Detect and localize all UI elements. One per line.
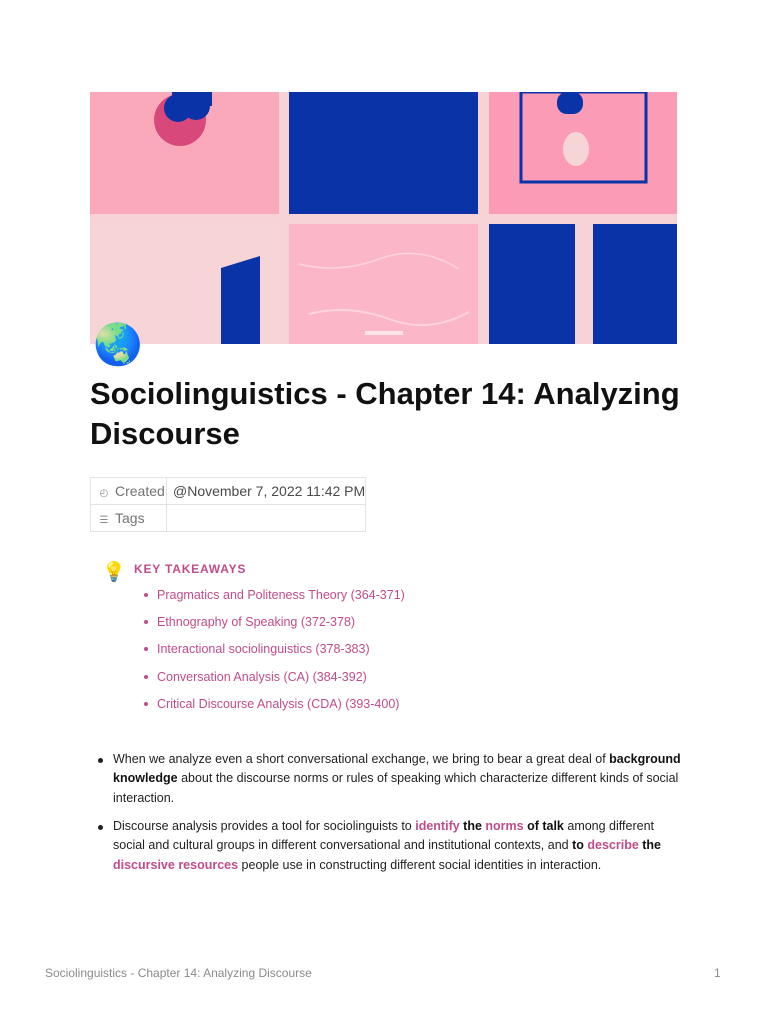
property-value-created[interactable]: @November 7, 2022 11:42 PM	[167, 478, 366, 505]
property-row-tags	[91, 505, 366, 532]
takeaways-list	[142, 586, 405, 722]
clock-icon: ◴	[99, 488, 109, 499]
cover-image	[90, 92, 677, 344]
cover-tile	[489, 92, 677, 214]
highlight-text: identify	[415, 818, 460, 833]
footer-title: Sociolinguistics - Chapter 14: Analyzing Discourse	[45, 966, 312, 980]
highlight-text: discursive resources	[113, 857, 239, 872]
takeaway-item: Critical Discourse Analysis (CDA) (393-400)	[142, 695, 405, 722]
properties-table	[90, 477, 366, 532]
cover-tile	[289, 224, 478, 344]
takeaway-item: Ethnography of Speaking (372-378)	[142, 613, 405, 640]
property-label: Tags	[115, 510, 145, 526]
lightbulb-icon: 💡	[102, 561, 126, 583]
page-number: 1	[714, 966, 721, 980]
list-icon: ☰	[99, 515, 109, 526]
property-value-tags[interactable]	[167, 505, 366, 532]
cover-tile	[489, 224, 575, 344]
callout-heading: KEY TAKEAWAYS	[134, 562, 247, 576]
highlight-text: describe	[587, 838, 639, 853]
takeaway-item: Pragmatics and Politeness Theory (364-371)	[142, 586, 405, 613]
list-item: Discourse analysis provides a tool for sociolinguists to identify the norms of talk among different social and cultural groups in different conversational and institutional contexts, and to describe the discursive resources people use in constructing different social identities in interaction.	[96, 817, 686, 875]
cover-tile	[593, 224, 677, 344]
list-item: When we analyze even a short conversational exchange, we bring to bear a great deal of background knowledge about the discourse norms or rules of speaking which characterize different kinds of social interaction.	[96, 750, 686, 808]
bold-text: background knowledge	[113, 752, 681, 786]
page-title: Sociolinguistics - Chapter 14: Analyzing Discourse	[90, 376, 680, 451]
cover-tile	[90, 92, 279, 214]
highlight-text: norms	[485, 818, 524, 833]
cover-tile	[289, 92, 478, 214]
property-label: Created	[115, 483, 165, 499]
takeaway-item: Conversation Analysis (CA) (384-392)	[142, 668, 405, 695]
takeaway-item: Interactional sociolinguistics (378-383)	[142, 640, 405, 667]
property-row-created	[91, 478, 366, 505]
globe-icon: 🌏	[93, 322, 143, 368]
body-list	[96, 750, 686, 883]
